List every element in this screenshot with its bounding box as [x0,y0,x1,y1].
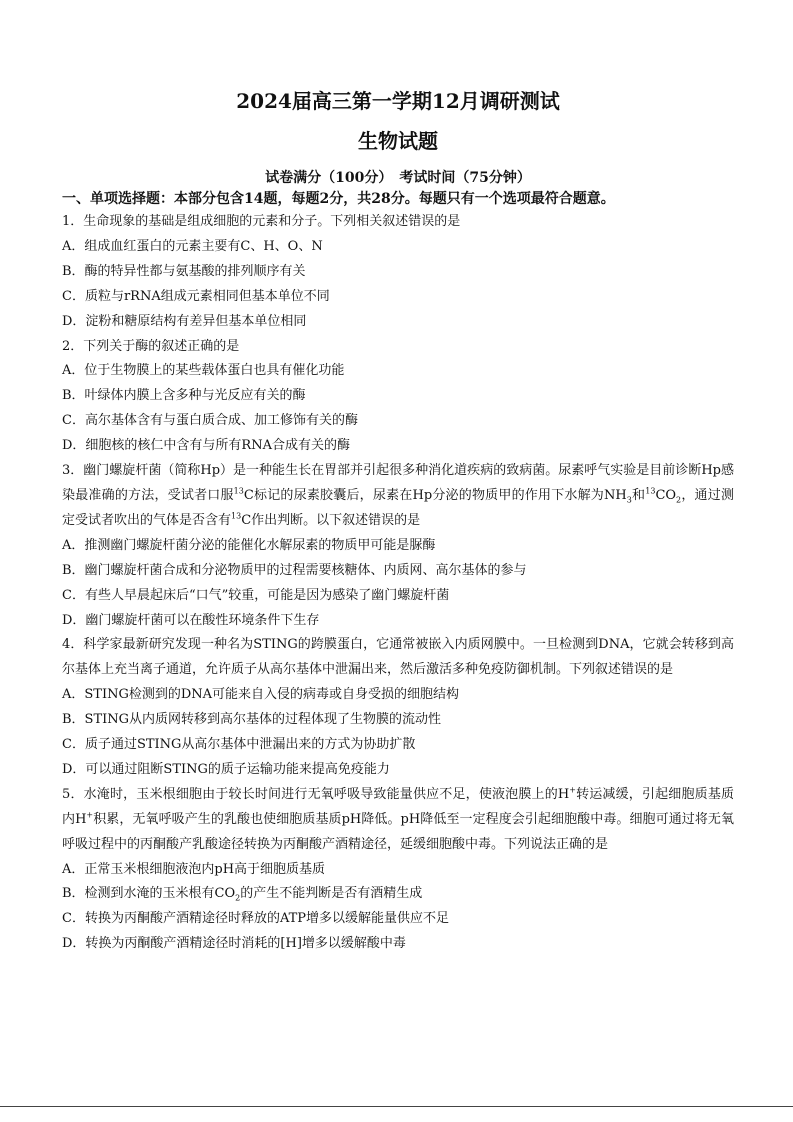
option-d: D．可以通过阻断STING的质子运输功能来提高免疫能力 [62,761,390,777]
question-3 [62,459,734,633]
option-c: C．有些人早晨起床后“口气”较重，可能是因为感染了幽门螺旋杆菌 [62,587,450,603]
option-b: B．叶绿体内膜上含多种与光反应有关的酶 [62,388,306,404]
exam-title: 2024届高三第一学期12月调研测试 [236,89,560,113]
exam-page [62,86,734,957]
subject-title: 生物试题 [358,129,438,153]
option-c: C．质子通过STING从高尔基体中泄漏出来的方式为协助扩散 [62,737,416,753]
option-a: A．正常玉米根细胞液泡内pH高于细胞质基质 [62,861,326,877]
option-d: D．细胞核的核仁中含有与所有RNA合成有关的酶 [62,438,350,454]
option-b: B．检测到水淹的玉米根有$CO_2$的产生不能判断是否有酒精生成 [62,886,423,904]
option-d: D．幽门螺旋杆菌可以在酸性环境条件下生存 [62,612,320,628]
option-a: A．推测幽门螺旋杆菌分泌的能催化水解尿素的物质甲可能是脲酶 [62,537,436,553]
option-a: A．STING检测到的DNA可能来自入侵的病毒或自身受损的细胞结构 [62,687,460,703]
option-c: C．转换为丙酮酸产酒精途径时释放的ATP增多以缓解能量供应不足 [62,911,450,927]
question-5 [62,783,734,957]
exam-meta: 试卷满分（100分） 考试时间（75分钟） [265,170,531,186]
section-heading: 一、单项选择题：本部分包含14题，每题2分，共28分。每题只有一个选项最符合题意。 [62,191,615,207]
option-b: B．幽门螺旋杆菌合成和分泌物质甲的过程需要核糖体、内质网、高尔基体的参与 [62,562,527,578]
option-a: A．位于生物膜上的某些载体蛋白也具有催化功能 [62,363,345,379]
question-stem: 4．科学家最新研究发现一种名为STING的跨膜蛋白，它通常被嵌入内质网膜中。一旦检测到DNA，它就会转移到高尔基体上充当离子通道，允许质子从高尔基体中泄漏出来，然后激活多种免疫防御机制。下列叙述错误的是 [62,637,734,678]
footer-rule [0,1106,793,1107]
option-b: B．酶的特异性都与氨基酸的排列顺序有关 [62,263,306,279]
option-b: B．STING从内质网转移到高尔基体的过程体现了生物膜的流动性 [62,712,442,728]
question-stem: 2．下列关于酶的叙述正确的是 [62,338,240,354]
question-stem: 3．幽门螺旋杆菌（简称Hp）是一种能生长在胃部并引起很多种消化道疾病的致病菌。尿素呼气实验是目前诊断Hp感染最准确的方法，受试者口服$^{13}$C标记的尿素胶囊后，尿素在Hp分泌的物质甲的作用下水解为$NH_3$和$^{13}CO_2$，通过测定受试者吹出的气体是否含有$^{13}$C作出判断。以下叙述错误的是 [62,463,734,528]
question-stem: 1．生命现象的基础是组成细胞的元素和分子。下列相关叙述错误的是 [62,214,461,229]
option-a: A．组成血红蛋白的元素主要有C、H、O、N [62,238,323,254]
question-2 [62,335,734,460]
question-4 [62,633,734,782]
question-stem: 5．水淹时，玉米根细胞由于较长时间进行无氧呼吸导致能量供应不足，使液泡膜上的H+转运减缓，引起细胞质基质内H+积累，无氧呼吸产生的乳酸也使细胞质基质pH降低。pH降低至一定程度会引起细胞酸中毒。细胞可通过将无氧呼吸过程中的丙酮酸产乳酸途径转换为丙酮酸产酒精途径，延缓细胞酸中毒。下列说法正确的是 [62,785,734,852]
question-1 [62,210,734,335]
option-d: D．转换为丙酮酸产酒精途径时消耗的[H]增多以缓解酸中毒 [62,936,406,952]
option-d: D．淀粉和糖原结构有差异但基本单位相同 [62,313,307,329]
option-c: C．高尔基体含有与蛋白质合成、加工修饰有关的酶 [62,413,358,429]
option-c: C．质粒与rRNA组成元素相同但基本单位不同 [62,288,330,304]
